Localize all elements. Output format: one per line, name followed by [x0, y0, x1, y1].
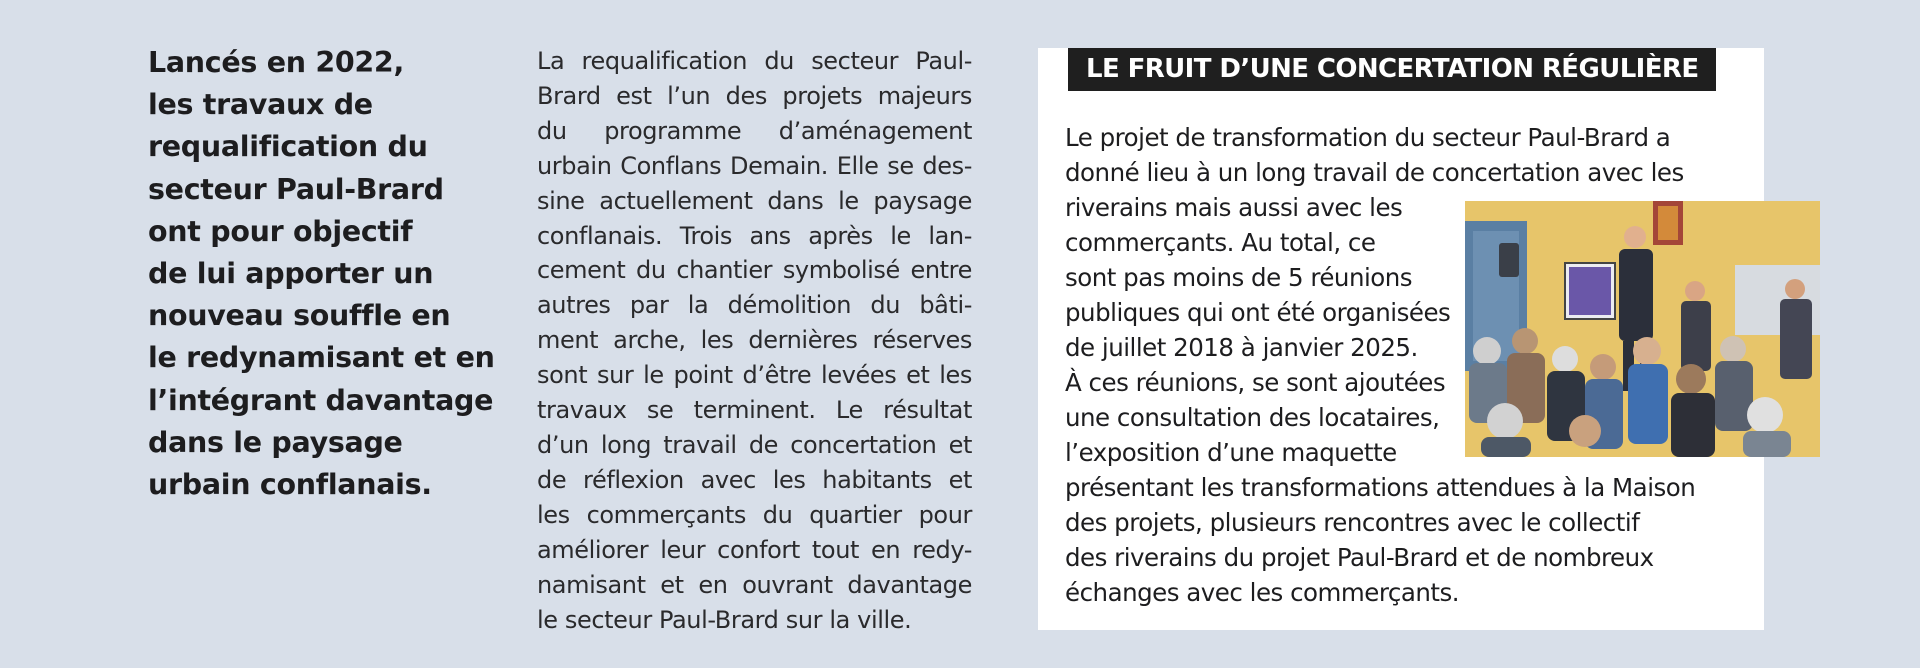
public-meeting-illustration — [1465, 201, 1820, 457]
intro-line: dans le paysage — [148, 425, 403, 459]
body-line: ment arche, les dernières réserves — [537, 326, 972, 355]
body-line: améliorer leur confort tout en redy- — [537, 535, 972, 564]
intro-line: secteur Paul-Brard — [148, 172, 444, 206]
box-line: des riverains du projet Paul-Brard et de nombreux — [1065, 543, 1654, 572]
intro-line: l’intégrant davantage — [148, 383, 494, 417]
box-line: sont pas moins de 5 réunions — [1065, 263, 1413, 292]
intro-line: urbain conflanais. — [148, 468, 432, 502]
body-line: du programme d’aménagement — [537, 116, 972, 145]
box-line: une consultation des locataires, — [1065, 403, 1440, 432]
body-line: urbain Conflans Demain. Elle se des- — [537, 151, 972, 180]
body-line: les commerçants du quartier pour — [537, 500, 972, 529]
intro-line: nouveau souffle en — [148, 299, 451, 333]
body-line: autres par la démolition du bâti- — [537, 291, 972, 320]
box-line: l’exposition d’une maquette — [1065, 438, 1397, 467]
body-line: sont sur le point d’être levées et les — [537, 361, 972, 390]
body-line: Brard est l’un des projets majeurs — [537, 81, 972, 110]
body-line: namisant et en ouvrant davantage — [537, 570, 972, 599]
intro-line: le redynamisant et en — [148, 341, 495, 375]
body-line: La requalification du secteur Paul- — [537, 47, 972, 75]
box-line: Le projet de transformation du secteur Paul-Brard a — [1065, 123, 1671, 152]
box-line: de juillet 2018 à janvier 2025. — [1065, 333, 1418, 362]
public-meeting-photo — [1465, 201, 1820, 457]
box-line: des projets, plusieurs rencontres avec le collectif — [1065, 508, 1640, 537]
intro-line: requalification du — [148, 130, 428, 164]
intro-line: Lancés en 2022, — [148, 46, 404, 79]
speaker-head — [1624, 226, 1646, 248]
body-line: de réflexion avec les habitants et — [537, 465, 972, 494]
body-line: d’un long travail de concertation et — [537, 430, 972, 459]
intro-heading — [148, 42, 495, 506]
body-line: conflanais. Trois ans après le lan- — [537, 221, 972, 250]
speaker — [1499, 243, 1519, 277]
box-line: présentant les transformations attendues à la Maison — [1065, 473, 1696, 502]
intro-line: de lui apporter un — [148, 257, 434, 291]
body-line: sine actuellement dans le paysage — [537, 186, 972, 215]
audience-member — [1473, 337, 1501, 365]
box-line: publiques qui ont été organisées — [1065, 298, 1451, 327]
body-line: cement du chantier symbolisé entre — [537, 256, 972, 285]
intro-line: ont pour objectif — [148, 214, 413, 248]
box-line: donné lieu à un long travail de concertation avec les — [1065, 158, 1684, 187]
box-line: échanges avec les commerçants. — [1065, 578, 1460, 607]
intro-line: les travaux de — [148, 88, 373, 122]
body-paragraph — [537, 44, 972, 637]
speaker-suit — [1619, 249, 1653, 341]
box-title: LE FRUIT D’UNE CONCERTATION RÉGULIÈRE — [1068, 48, 1716, 91]
body-line: travaux se terminent. Le résultat — [537, 396, 972, 425]
box-line: commerçants. Au total, ce — [1065, 228, 1376, 257]
box-line: À ces réunions, se sont ajoutées — [1065, 368, 1446, 397]
body-line: le secteur Paul-Brard sur la ville. — [537, 605, 912, 634]
box-line: riverains mais aussi avec les — [1065, 193, 1403, 222]
